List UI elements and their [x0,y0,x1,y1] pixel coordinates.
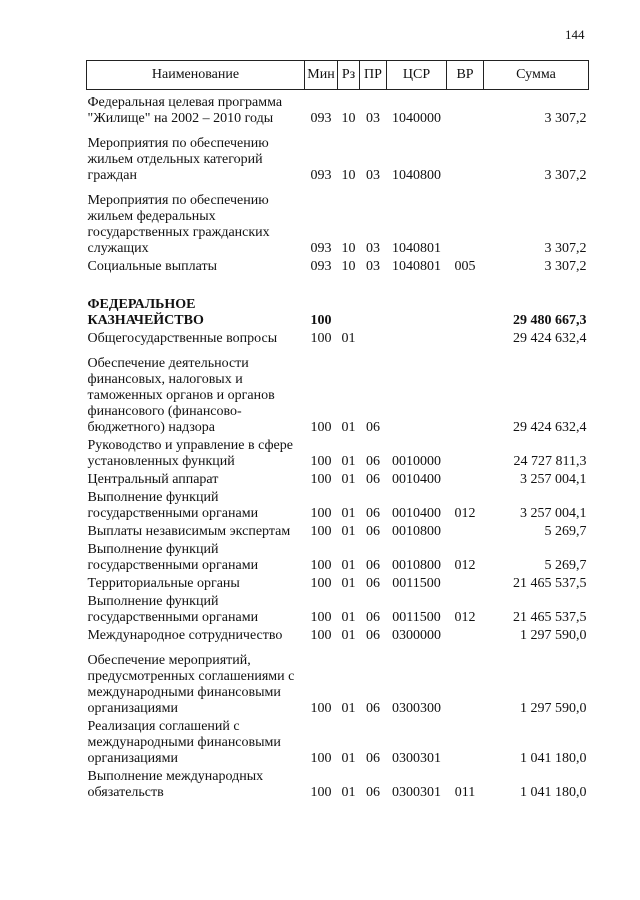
row-rz: 01 [341,420,356,435]
row-csr: 0010400 [392,506,441,521]
row-min: 093 [310,168,332,183]
row-sum: 29 424 632,4 [513,331,587,346]
row-csr: 0300301 [392,785,441,800]
row-rz: 01 [341,331,356,346]
table-row [87,257,589,275]
header-pr: ПР [360,61,387,90]
row-csr: 0300301 [392,751,441,766]
row-pr: 06 [366,420,380,435]
row-vr [447,644,484,717]
row-name: Выплаты независимым экспертам [87,524,291,539]
row-pr: 06 [366,701,380,716]
row-name: Выполнение функций государственными органами [87,490,259,521]
row-vr: 011 [454,785,476,800]
row-csr: 0010400 [392,472,441,487]
row-vr [447,184,484,257]
row-pr [360,275,387,329]
row-csr: 1040800 [392,168,441,183]
row-name: Выполнение международных обязательств [87,769,264,800]
row-pr: 06 [366,558,380,573]
row-csr: 1040801 [392,241,441,256]
row-rz: 10 [341,111,356,126]
row-min: 100 [310,420,332,435]
row-pr: 06 [366,785,380,800]
row-min: 100 [310,610,332,625]
header-name: Наименование [87,61,305,90]
row-sum: 21 465 537,5 [513,576,587,591]
row-vr [447,436,484,470]
row-name: Обеспечение деятельности финансовых, налоговых и таможенных органов и органов финансового (финансово-бюджетного) надзора [87,356,275,435]
row-pr: 06 [366,454,380,469]
row-sum: 21 465 537,5 [513,610,587,625]
row-rz: 01 [341,472,356,487]
row-sum: 3 257 004,1 [520,506,587,521]
row-min: 093 [310,241,332,256]
row-vr: 012 [454,506,476,521]
row-min: 093 [310,111,332,126]
row-csr: 1040000 [392,111,441,126]
row-name: Федеральная целевая программа "Жилище" на 2002 – 2010 годы [87,95,283,126]
header-csr: ЦСР [387,61,447,90]
budget-table [86,60,589,801]
table-row [87,436,589,470]
row-vr [447,717,484,767]
row-name: Обеспечение мероприятий, предусмотренных соглашениями с международными финансовыми организациями [87,653,295,716]
row-pr: 03 [366,111,380,126]
row-name: Международное сотрудничество [87,628,283,643]
table-row [87,540,589,574]
page-number: 144 [565,27,585,42]
row-name: Центральный аппарат [87,472,219,487]
row-pr: 03 [366,241,380,256]
row-pr: 06 [366,576,380,591]
row-sum: 3 307,2 [544,168,587,183]
row-rz: 01 [341,454,356,469]
row-vr [447,347,484,436]
row-vr [447,90,484,128]
row-min: 093 [310,259,332,274]
row-min: 100 [310,472,332,487]
row-rz [338,275,360,329]
row-csr: 0011500 [392,576,441,591]
table-row [87,644,589,717]
row-min: 100 [310,576,332,591]
table-row-section [87,275,589,329]
row-name: Мероприятия по обеспечению жильем федеральных государственных гражданских служащих [87,193,270,256]
row-sum: 5 269,7 [544,558,587,573]
row-rz: 01 [341,576,356,591]
row-min: 100 [310,331,332,346]
row-pr: 03 [366,168,380,183]
row-sum: 1 297 590,0 [520,628,587,643]
row-rz: 01 [341,506,356,521]
row-name: Выполнение функций государственными органами [87,594,259,625]
row-rz: 10 [341,168,356,183]
row-min: 100 [310,701,332,716]
row-min: 100 [310,524,332,539]
table-row [87,626,589,644]
row-sum: 3 257 004,1 [520,472,587,487]
row-pr: 03 [366,259,380,274]
table-row [87,329,589,347]
row-vr: 005 [454,259,476,274]
row-min: 100 [310,506,332,521]
row-sum: 24 727 811,3 [513,454,587,469]
row-rz: 10 [341,259,356,274]
row-pr: 06 [366,472,380,487]
row-csr: 0300000 [392,628,441,643]
row-min: 100 [310,454,332,469]
table-row [87,522,589,540]
table-row [87,574,589,592]
table-row [87,127,589,184]
header-sum: Сумма [484,61,589,90]
table-row [87,184,589,257]
table-row [87,767,589,801]
row-csr [387,347,447,436]
row-pr: 06 [366,628,380,643]
row-rz: 01 [341,610,356,625]
row-rz: 01 [341,558,356,573]
header-min: Мин [305,61,338,90]
row-rz: 01 [341,785,356,800]
row-name: Выполнение функций государственными органами [87,542,259,573]
row-vr: 012 [454,610,476,625]
row-name: Территориальные органы [87,576,240,591]
row-pr: 06 [366,506,380,521]
table-row [87,470,589,488]
row-sum: 1 041 180,0 [520,751,587,766]
row-sum: 1 041 180,0 [520,785,587,800]
row-vr [447,574,484,592]
row-name: Общегосударственные вопросы [87,331,278,346]
row-pr: 06 [366,751,380,766]
row-sum: 3 307,2 [544,241,587,256]
row-min: 100 [310,628,332,643]
row-pr: 06 [366,524,380,539]
row-min: 100 [310,751,332,766]
row-sum: 5 269,7 [544,524,587,539]
row-name: Социальные выплаты [87,259,218,274]
table-row [87,347,589,436]
row-rz: 10 [341,241,356,256]
row-min: 100 [310,558,332,573]
row-sum: 29 424 632,4 [513,420,587,435]
row-vr [447,329,484,347]
row-name: Мероприятия по обеспечению жильем отдельных категорий граждан [87,136,269,183]
row-rz: 01 [341,701,356,716]
row-csr: 0011500 [392,610,441,625]
row-rz: 01 [341,751,356,766]
row-name: Руководство и управление в сфере установленных функций [87,438,293,469]
row-sum: 3 307,2 [544,111,587,126]
row-vr [447,275,484,329]
row-sum: 3 307,2 [544,259,587,274]
row-csr: 0010800 [392,558,441,573]
row-vr [447,127,484,184]
header-rz: Рз [338,61,360,90]
row-pr: 06 [366,610,380,625]
row-vr [447,470,484,488]
row-csr [387,329,447,347]
row-min: 100 [310,785,332,800]
row-name: ФЕДЕРАЛЬНОЕ КАЗНАЧЕЙСТВО [87,297,204,328]
table-row [87,488,589,522]
table-row [87,717,589,767]
row-csr: 1040801 [392,259,441,274]
row-pr [360,329,387,347]
table-row [87,592,589,626]
row-vr: 012 [454,558,476,573]
row-sum: 1 297 590,0 [520,701,587,716]
row-name: Реализация соглашений с международными финансовыми организациями [87,719,281,766]
row-csr: 0010800 [392,524,441,539]
row-rz: 01 [341,524,356,539]
row-vr [447,522,484,540]
table-row [87,90,589,128]
row-rz: 01 [341,628,356,643]
header-vr: ВР [447,61,484,90]
row-sum: 29 480 667,3 [513,313,587,328]
table-header-row [87,61,589,90]
row-csr: 0010000 [392,454,441,469]
row-csr [387,275,447,329]
row-vr [447,626,484,644]
row-csr: 0300300 [392,701,441,716]
row-min: 100 [310,313,332,328]
